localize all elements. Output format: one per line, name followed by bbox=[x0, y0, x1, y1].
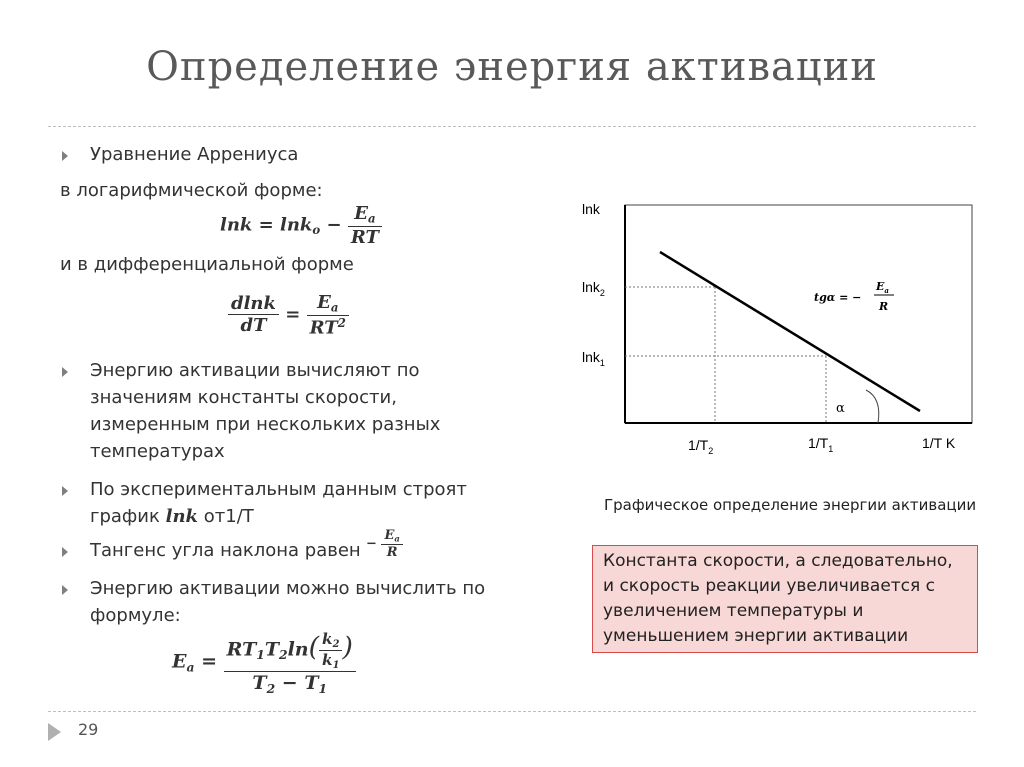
formula-ea: Ea = RT1T2ln( $\frac{k2}{k1}$ ) T2 − T1 bbox=[172, 630, 356, 695]
bullet-formula-line1: Энергию активации можно вычислить по bbox=[90, 578, 486, 599]
bullet-formula-line2: формуле: bbox=[90, 605, 181, 626]
slide-title: Определение энергия активации bbox=[146, 44, 878, 90]
formula-tangent: − $\frac{Ea}{R}$ bbox=[366, 528, 403, 560]
tick-1-t1: $1/T_1$ bbox=[808, 435, 834, 454]
slope-denominator: R bbox=[879, 300, 889, 313]
bullet-tangent: Тангенс угла наклона равен bbox=[90, 540, 361, 561]
angle-label: α bbox=[836, 401, 845, 416]
bullet-activation-line3: измеренным при нескольких разных bbox=[90, 414, 441, 435]
slope-numerator: $E_a$ bbox=[876, 280, 889, 295]
plot-frame bbox=[625, 205, 972, 423]
arrhenius-plot bbox=[560, 190, 980, 480]
formula-diff: $\frac{dlnk}{dT}$ = $\frac{Ea}{RT^2}$ bbox=[228, 292, 349, 338]
bullet-activation-line2: значениям константы скорости, bbox=[90, 387, 397, 408]
bullet-activation-line4: температурах bbox=[90, 441, 225, 462]
tick-lnk1: lnk$_1$ bbox=[582, 349, 605, 368]
bullet-plot-line2: график lnk от1/T bbox=[90, 506, 254, 527]
y-axis-label: lnk bbox=[582, 201, 600, 217]
chart-caption: Графическое определение энергии активации bbox=[604, 496, 977, 514]
bullet-arrow-icon bbox=[62, 151, 68, 161]
diff-form-label: и в дифференциальной форме bbox=[60, 254, 354, 275]
conclusion-note: Константа скорости, а следовательно, и скорость реакции увеличивается с увеличением температуры и уменьшением энергии активации bbox=[592, 545, 978, 653]
page-number: 29 bbox=[78, 720, 99, 739]
bullet-arrhenius: Уравнение Аррениуса bbox=[90, 144, 299, 165]
tick-1-t2: $1/T_2$ bbox=[688, 437, 714, 456]
log-form-label: в логарифмической форме: bbox=[60, 180, 323, 201]
slide-nav-arrow-icon[interactable] bbox=[48, 723, 61, 741]
regression-line bbox=[660, 252, 920, 411]
bullet-arrow-icon bbox=[62, 486, 68, 496]
bullet-plot-line1: По экспериментальным данным строят bbox=[90, 479, 467, 500]
angle-arc bbox=[866, 390, 879, 423]
top-divider bbox=[48, 126, 976, 127]
bullet-arrow-icon bbox=[62, 547, 68, 557]
tick-lnk2: lnk$_2$ bbox=[582, 279, 605, 298]
formula-log: lnk = lnko − $\frac{Ea}{RT}$ bbox=[220, 203, 382, 248]
bullet-activation-line1: Энергию активации вычисляют по bbox=[90, 360, 420, 381]
bullet-arrow-icon bbox=[62, 367, 68, 377]
x-axis-label: 1/T K bbox=[922, 435, 956, 451]
inline-formula-lnk: lnk bbox=[165, 506, 199, 527]
bottom-divider bbox=[48, 711, 976, 712]
slope-label: tgα = − bbox=[814, 291, 862, 304]
bullet-arrow-icon bbox=[62, 585, 68, 595]
